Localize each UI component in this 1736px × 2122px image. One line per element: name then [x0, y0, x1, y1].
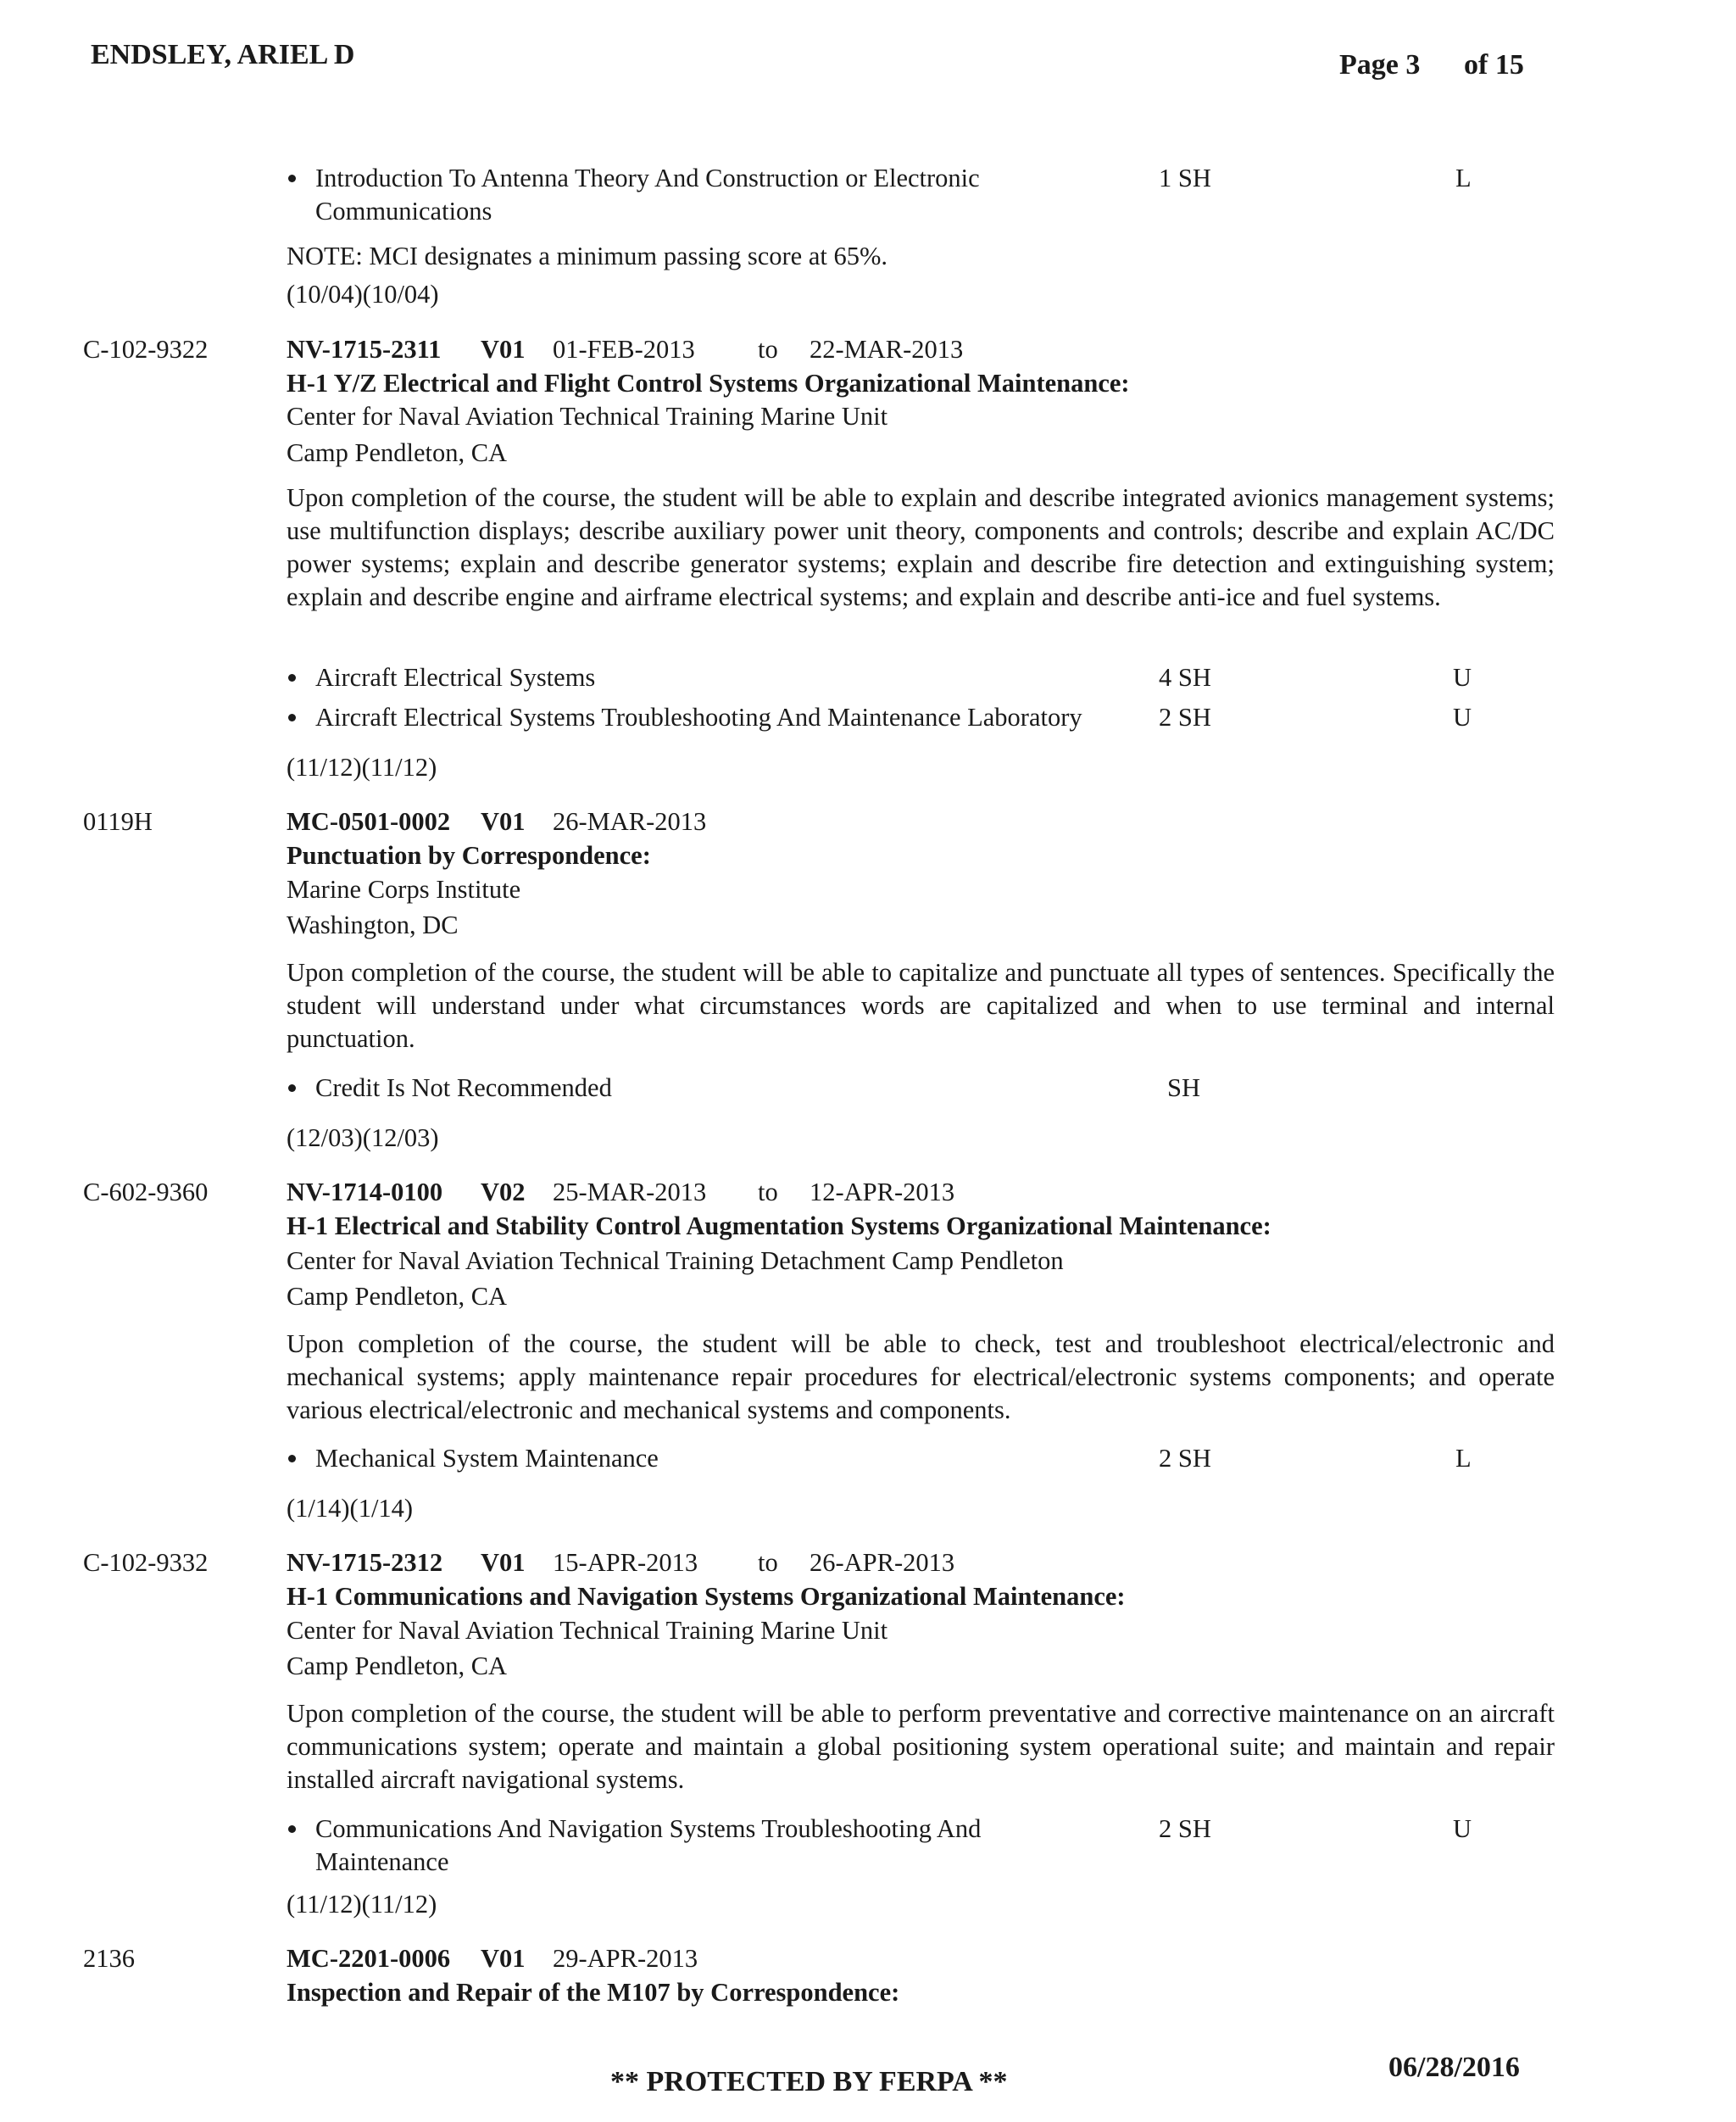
bullet-icon — [288, 1825, 296, 1833]
course-description: Upon completion of the course, the student will be able to explain and describe integrated avionics management systems; use multifunction displays; describe auxiliary power unit theory, components and controls; describe and explain AC/DC power systems; explain and describe generator systems; explain and describe fire detection and extinguishing system; explain and describe engine and airframe electrical systems; and explain and describe anti-ice and fuel systems. — [287, 483, 1555, 611]
bullet-icon — [288, 1455, 296, 1462]
course-id: 0119H — [83, 807, 153, 836]
course-item-name: Aircraft Electrical Systems Troubleshooting And Maintenance Laboratory — [315, 703, 1082, 732]
course-item-level: L — [1455, 1444, 1472, 1473]
course-institution: Center for Naval Aviation Technical Training Marine Unit — [287, 1616, 888, 1645]
course-description: Upon completion of the course, the student will be able to check, test and troubleshoot electrical/electronic and mechanical systems; apply maintenance repair procedures for electrical/electronic systems components; and operate various electrical/electronic and mechanical systems and components. — [287, 1329, 1555, 1424]
course-item-credit: 2 SH — [1159, 703, 1211, 732]
course-version: V01 — [481, 1944, 526, 1973]
course-end-date: 12-APR-2013 — [810, 1178, 955, 1206]
ferpa-notice: ** PROTECTED BY FERPA ** — [610, 2066, 1008, 2097]
bullet-icon — [288, 674, 296, 682]
course-item-level: U — [1453, 703, 1472, 732]
course-item-name: Credit Is Not Recommended — [315, 1073, 612, 1102]
course-item-name: Aircraft Electrical Systems — [315, 663, 596, 692]
course-version: V01 — [481, 1548, 526, 1577]
course-title: H-1 Electrical and Stability Control Augmentation Systems Organizational Maintenance: — [287, 1211, 1271, 1240]
course-item-credit: 1 SH — [1159, 164, 1211, 192]
course-to-label: to — [758, 335, 778, 364]
course-to-label: to — [758, 1178, 778, 1206]
course-institution: Center for Naval Aviation Technical Training Marine Unit — [287, 402, 888, 431]
course-dates: (1/14)(1/14) — [287, 1494, 414, 1523]
course-item-level: U — [1453, 1814, 1472, 1843]
bullet-icon — [288, 1084, 296, 1092]
course-description: Upon completion of the course, the student will be able to perform preventative and corrective maintenance on an aircraft communications system; operate and maintain a global positioning system operational suite; and maintain and repair installed aircraft navigational systems. — [287, 1699, 1555, 1794]
course-version: V01 — [481, 335, 526, 364]
course-to-label: to — [758, 1548, 778, 1577]
course-item-credit: 4 SH — [1159, 663, 1211, 692]
bullet-icon — [288, 175, 296, 182]
course-dates: (11/12)(11/12) — [287, 1890, 437, 1919]
course-id: 2136 — [83, 1944, 135, 1973]
course-item-name: Mechanical System Maintenance — [315, 1444, 659, 1473]
course-code: NV-1715-2311 — [287, 335, 442, 364]
course-id: C-102-9322 — [83, 335, 209, 364]
page-total: of 15 — [1464, 49, 1524, 81]
course-title: Punctuation by Correspondence: — [287, 841, 651, 870]
course-version: V02 — [481, 1178, 526, 1206]
course-item-credit: 2 SH — [1159, 1814, 1211, 1843]
course-start-date: 29-APR-2013 — [553, 1944, 698, 1973]
course-item-level: U — [1453, 663, 1472, 692]
course-start-date: 01-FEB-2013 — [553, 335, 695, 364]
page-number: Page 3 — [1339, 49, 1421, 81]
course-item-credit: SH — [1167, 1073, 1200, 1102]
course-item-name: Communications And Navigation Systems Troubleshooting And Maintenance — [315, 1814, 982, 1876]
course-title: Inspection and Repair of the M107 by Correspondence: — [287, 1978, 900, 2007]
course-end-date: 22-MAR-2013 — [810, 335, 964, 364]
course-title: H-1 Communications and Navigation Systems Organizational Maintenance: — [287, 1582, 1126, 1611]
print-date: 06/28/2016 — [1388, 2052, 1520, 2083]
course-start-date: 26-MAR-2013 — [553, 807, 707, 836]
course-description: Upon completion of the course, the student will be able to capitalize and punctuate all types of sentences. Specifically the student will understand under what circumstances words are capitalized and when to use terminal and internal punctuation. — [287, 958, 1555, 1053]
student-name: ENDSLEY, ARIEL D — [91, 39, 355, 70]
course-institution: Marine Corps Institute — [287, 875, 521, 904]
course-id: C-102-9332 — [83, 1548, 209, 1577]
course-start-date: 25-MAR-2013 — [553, 1178, 707, 1206]
course-institution: Center for Naval Aviation Technical Training Detachment Camp Pendleton — [287, 1246, 1064, 1275]
course-item-level: L — [1455, 164, 1472, 192]
course-note: NOTE: MCI designates a minimum passing score at 65%. — [287, 242, 888, 270]
course-code: MC-0501-0002 — [287, 807, 451, 836]
course-version: V01 — [481, 807, 526, 836]
course-code: NV-1714-0100 — [287, 1178, 443, 1206]
course-dates: (12/03)(12/03) — [287, 1123, 439, 1152]
course-code: NV-1715-2312 — [287, 1548, 443, 1577]
course-id: C-602-9360 — [83, 1178, 209, 1206]
course-location: Camp Pendleton, CA — [287, 1282, 508, 1311]
course-location: Camp Pendleton, CA — [287, 1651, 508, 1680]
course-end-date: 26-APR-2013 — [810, 1548, 955, 1577]
course-item-credit: 2 SH — [1159, 1444, 1211, 1473]
course-title: H-1 Y/Z Electrical and Flight Control Systems Organizational Maintenance: — [287, 369, 1130, 398]
course-location: Camp Pendleton, CA — [287, 438, 508, 467]
course-start-date: 15-APR-2013 — [553, 1548, 698, 1577]
course-dates: (11/12)(11/12) — [287, 753, 437, 782]
course-dates: (10/04)(10/04) — [287, 280, 439, 309]
bullet-icon — [288, 714, 296, 721]
course-item-name: Introduction To Antenna Theory And Construction or Electronic Communications — [315, 164, 980, 226]
course-location: Washington, DC — [287, 911, 459, 939]
course-code: MC-2201-0006 — [287, 1944, 451, 1973]
